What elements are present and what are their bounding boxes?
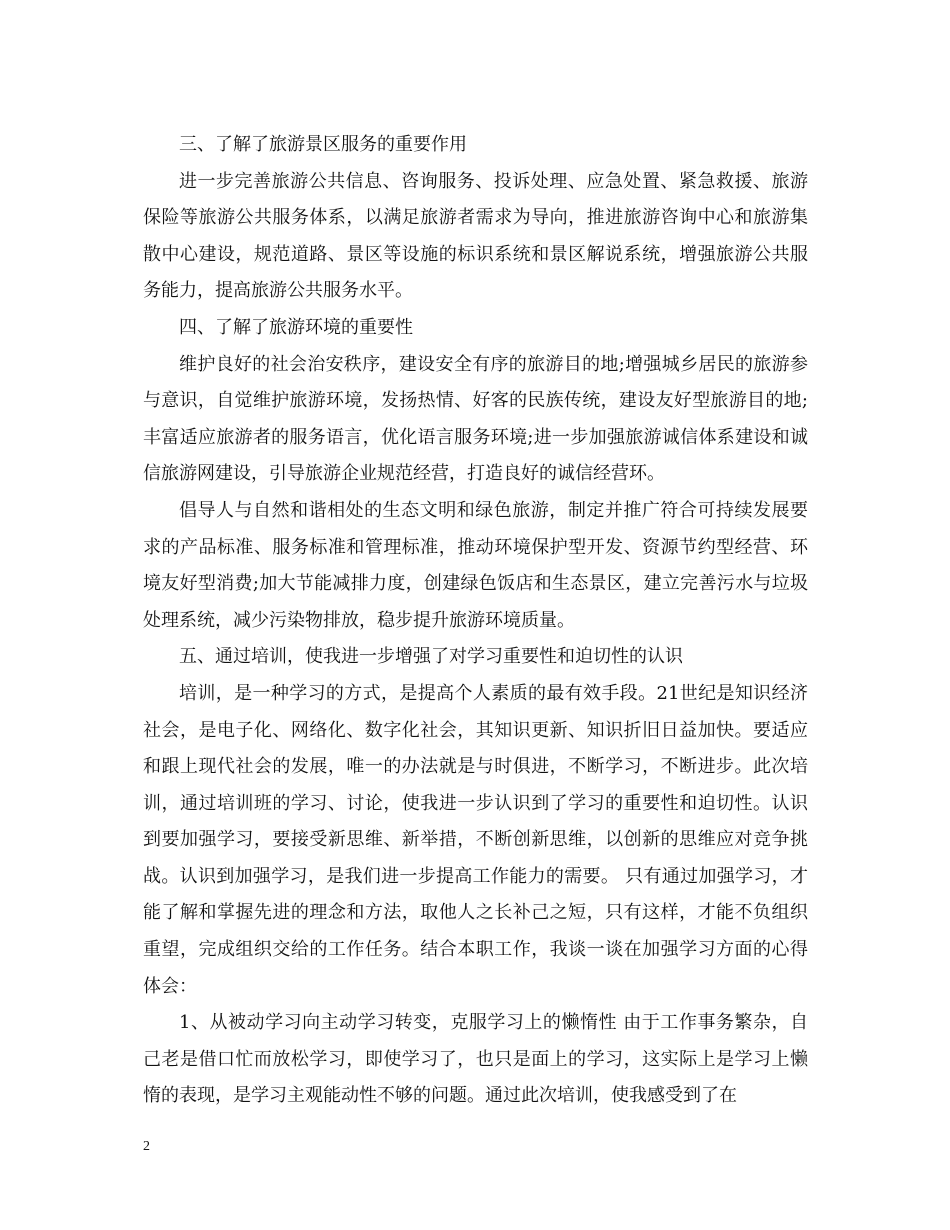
paragraph-active-learning: 1、从被动学习向主动学习转变，克服学习上的懒惰性 由于工作事务繁杂，自己老是借口忙而放松学习，即使学习了，也只是面上的学习，这实际上是学习上懒惰的表现，是学习主观能动性不够的问题。通过此次培训，使我感受到了在 [143,1012,808,1107]
document-body [143,127,808,1115]
page-number: 2 [143,1139,150,1154]
section-heading-4: 四、了解了旅游环境的重要性 [179,316,413,338]
paragraph-social-order: 维护良好的社会治安秩序，建设安全有序的旅游目的地;增强城乡居民的旅游参与意识，自觉维护旅游环境，发扬热情、好客的民族传统，建设友好型旅游目的地;丰富适应旅游者的服务语言，优化语言服务环境;进一步加强旅游诚信体系建设和诚信旅游网建设，引导旅游企业规范经营，打造良好的诚信经营环。 [143,353,808,485]
section-heading-3: 三、了解了旅游景区服务的重要作用 [179,134,467,155]
paragraph-training-learning: 培训，是一种学习的方式，是提高个人素质的最有效手段。21世纪是知识经济社会，是电子化、网络化、数字化社会，其知识更新、知识折旧日益加快。要适应和跟上现代社会的发展，唯一的办法就是与时俱进，不断学习，不断进步。此次培训，通过培训班的学习、讨论，使我进一步认识到了学习的重要性和迫切性。认识到要加强学习，要接受新思维、新举措，不断创新思维，以创新的思维应对竞争挑战。认识到加强学习，是我们进一步提高工作能力的需要。 只有通过加强学习，才能了解和掌握先进的理念和方法，取他人之长补己之短，只有这样，才能不负组织重望，完成组织交给的工作任务。结合本职工作，我谈一谈在加强学习方面的心得体会： [143,682,808,997]
paragraph-green-tourism: 倡导人与自然和谐相处的生态文明和绿色旅游，制定并推广符合可持续发展要求的产品标准、服务标准和管理标准，推动环境保护型开发、资源节约型经营、环境友好型消费;加大节能减排力度，创建绿色饭店和生态景区，建立完善污水与垃圾处理系统，减少污染物排放，稳步提升旅游环境质量。 [143,499,808,631]
paragraph-public-services: 进一步完善旅游公共信息、咨询服务、投诉处理、应急处置、紧急救援、旅游保险等旅游公共服务体系，以满足旅游者需求为导向，推进旅游咨询中心和旅游集散中心建设，规范道路、景区等设施的标识系统和景区解说系统，增强旅游公共服务能力，提高旅游公共服务水平。 [143,170,808,302]
section-heading-5: 五、通过培训，使我进一步增强了对学习重要性和迫切性的认识 [179,646,683,668]
